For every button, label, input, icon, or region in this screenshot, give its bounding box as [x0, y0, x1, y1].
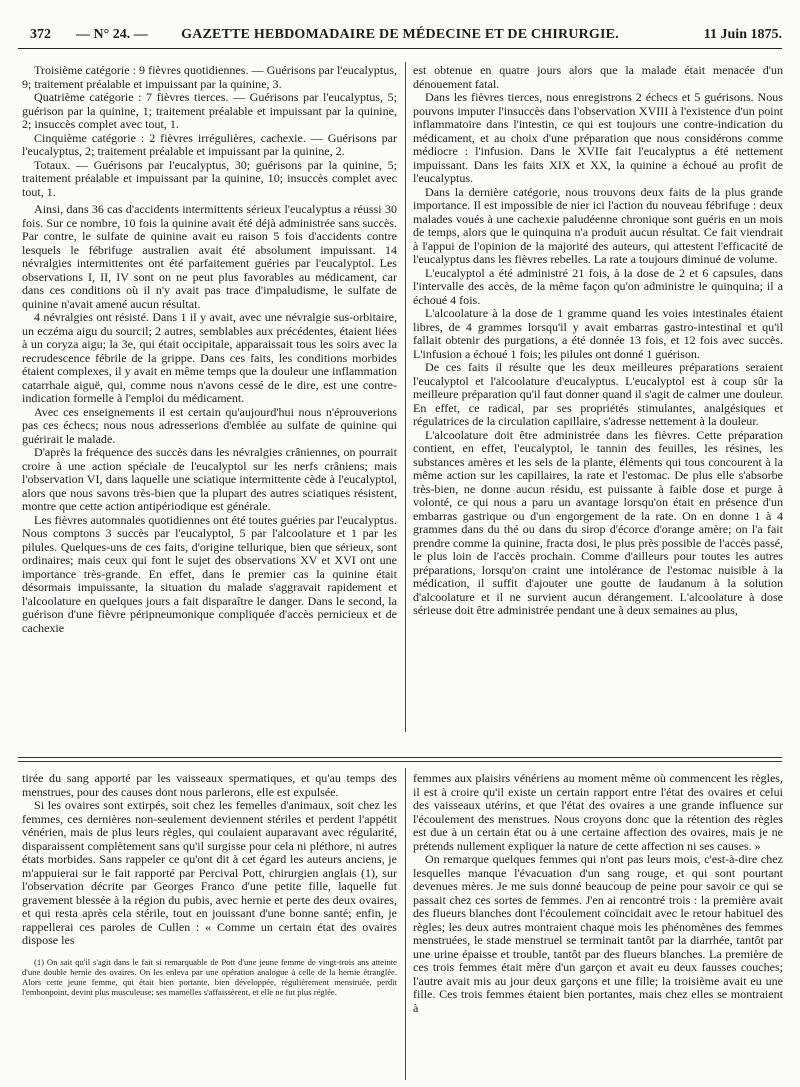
column-right-bottom: [413, 772, 783, 1077]
paragraph: L'eucalyptol a été administré 21 fois, à la dose de 2 et 6 capsules, dans l'intervalle des accès, de la même façon qu'on administre le quinquina; il a échoué 4 fois.: [413, 265, 783, 307]
paragraph: Troisième catégorie : 9 fièvres quotidiennes. — Guérisons par l'eucalyptus, 9; traitement préalable et impuissant par la quinine, 3.: [22, 64, 397, 91]
section-rule: [18, 761, 782, 762]
issue-number: — N° 24. —: [76, 27, 148, 42]
paragraph: Dans la dernière catégorie, nous trouvons deux faits de la plus grande importance. Il est impossible de nier ici l'action du nouveau fébrifuge : deux malades voués à une cachexie paludéenne chronique sont guéris en un mois de temps, alors que le quinquina n'a produit aucun résultat. Ce fait viendrait à l'appui de l'opinion de la majorité des auteurs, qui attestent l'efficacité de l'eucalyptus dans les fièvres rebelles. La rate a toujours diminué de volume.: [413, 184, 783, 266]
column-divider: [405, 62, 406, 732]
paragraph: tirée du sang apporté par les vaisseaux spermatiques, et qu'au temps des menstrues, pour des causes dont nous parlerons, elle est expulsée.: [22, 772, 397, 799]
paragraph: 4 névralgies ont résisté. Dans 1 il y avait, avec une névralgie sus-orbitaire, un eczéma aigu du sourcil; 2 autres, semblables aux précédentes, étaient liées à un coryza aigu; la 3e, qui était occipitale, apparaissait tous les soirs avec la recrudescence fébrile de la grippe. Dans ces faits, les conditions morbides étaient complexes, il y avait en même temps que la douleur une inflammation catarrhale aiguë, qui, comme nous n'avons cessé de le dire, est une contre-indication formelle à l'emploi du médicament.: [22, 310, 397, 405]
paragraph: De ces faits il résulte que les deux meilleures préparations seraient l'eucalyptol et l'alcoolature d'eucalyptus. L'eucalyptol est à coup sûr la meilleure préparation qu'il faut donner quand il s'agit de calmer une douleur. En effet, ce radical, par ses propriétés stimulantes, analgésiques et régulatrices de la circulation capillaire, s'adresse nettement à la douleur.: [413, 360, 783, 428]
journal-title: GAZETTE HEBDOMADAIRE DE MÉDECINE ET DE CHIRURGIE.: [181, 27, 619, 42]
column-right-top: [413, 64, 783, 724]
paragraph: L'alcoolature à la dose de 1 gramme quand les voies intestinales étaient libres, de 4 grammes lorsqu'il y avait embarras gastro-intestinal et qu'il fallait obtenir des purgations, a été donnée 13 fois, et 12 fois avec succès. L'infusion a échoué 1 fois; les pilules ont donné 1 guérison.: [413, 306, 783, 361]
column-left-top: [22, 64, 397, 724]
section-rule: [18, 757, 782, 758]
paragraph: Cinquième catégorie : 2 fièvres irrégulières, cachexie. — Guérisons par l'eucalyptus, 2; traitement préalable et impuissant par la quinine, 2.: [22, 130, 397, 158]
paragraph: Les fièvres automnales quotidiennes ont été toutes guéries par l'eucalyptus. Nous comptons 3 succès par l'eucalyptol, 5 par l'alcoolature et 1 par les pilules. Quelques-uns de ces faits, d'origine tellurique, bien que sérieux, sont ordinaires; mais ceux qui font le sujet des observations XV et XVI ont une importance très-grande. En effet, dans le premier cas la quinine était désormais impuissante, la situation du malade s'aggravait rapidement et l'alcoolature en quelques jours a fait disparaître le danger. Dans le second, la guérison d'une fièvre péripneumonique compliquée d'accès pernicieux et de cachexie: [22, 512, 397, 635]
page-header: [18, 24, 782, 49]
paragraph: D'après la fréquence des succès dans les névralgies crâniennes, on pourrait croire à une action spéciale de l'eucalyptol sur les nerfs crâniens; mais l'observation VI, dans laquelle une sciatique intermittente cède à l'eucalyptol, alors que nous savons très-bien que la plupart des autres sciatiques résistent, montre que cette action antipériodique est générale.: [22, 445, 397, 513]
footnote: (1) On sait qu'il s'agit dans le fait si remarquable de Pott d'une jeune femme de vingt-trois ans atteinte d'une double hernie des ovaires. On les enleva par une opération analogue à celle de la hernie étranglée. Alors cette jeune femme, qui était bien portante, bien développée, régulièrement menstruée, perdit l'embonpoint, devint plus musculeuse; ses mamelles s'affaissèrent, et elle ne fut plus réglée.: [22, 956, 397, 998]
paragraph: femmes aux plaisirs vénériens au moment même où commencent les règles, il est à croire qu'il existe un certain rapport entre l'état des ovaires et celui des vaisseaux utérins, et que l'état des ovaires a une grande influence sur l'écoulement des menstrues. Nous croyons donc que la rétention des règles est due à un certain état ou à une certaine affection des ovaires, mais je ne prétends nullement expliquer la nature de cette affection ni ses causes. »: [413, 772, 783, 853]
paragraph: On remarque quelques femmes qui n'ont pas leurs mois, c'est-à-dire chez lesquelles manque l'évacuation d'un sang rouge, et qui sont pourtant devenues mères. Je me suis donné beaucoup de peine pour savoir ce qui se passait chez ces sortes de femmes. J'en ai rencontré trois : la première avait des flueurs blanches dont l'écoulement coïncidait avec le retour habituel des règles; les deux autres montraient chaque mois les phénomènes des femmes menstruées, le stade menstruel se terminait tantôt par la diarrhée, tantôt par une urine épaisse et trouble, tantôt par des flueurs blanches. La première de ces trois femmes était mère d'un garçon et avait eu deux fausses couches; l'autre avait mis au jour deux garçons et une fille; la troisième avait eu une fille. Ces trois femmes étaient bien portantes, mais chez elles se montraient à: [413, 852, 783, 1015]
column-divider: [405, 768, 406, 1080]
column-left-bottom: [22, 772, 397, 1077]
paragraph: Quatrième catégorie : 7 fièvres tierces. — Guérisons par l'eucalyptus, 5; guérison par la quinine, 1; traitement préalable et impuissant par la quinine, 2; insuccès complet avec tout, 1.: [22, 90, 397, 131]
paragraph: Avec ces enseignements il est certain qu'aujourd'hui nous n'éprouverions pas ces échecs; nous nous adresserions d'emblée au sulfate de quinine qui guérirait le malade.: [22, 404, 397, 446]
page-number: 372: [30, 27, 51, 42]
paragraph: Ainsi, dans 36 cas d'accidents intermittents sérieux l'eucalyptus a réussi 30 fois. Sur ce nombre, 10 fois la quinine avait été déjà administrée sans succès. Par contre, le sulfate de quinine avait eu raison 5 fois d'accidents contre lesquels le fébrifuge australien avait été absolument impuissant. 14 névralgies intermittentes ont été parfaitement guéries par l'eucalyptol. Les observations I, II, IV sont on ne peut plus favorables au médicament, car dans ces conditions où il n'y avait pas trace d'impaludisme, le sulfate de quinine n'avait amené aucun résultat.: [22, 202, 397, 311]
paragraph: Dans les fièvres tierces, nous enregistrons 2 échecs et 5 guérisons. Nous pouvons imputer l'insuccès dans l'observation XVIII à l'existence d'un point inflammatoire dans l'intestin, ce qui est toujours une contre-indication du médicament, et au choix d'une préparation que nous considérons comme médiocre : l'infusion. Dans le XVIIe fait l'eucalyptus a été nettement impuissant. Dans les faits XIX et XX, la quinine a échoué au profit de l'eucalyptus.: [413, 90, 783, 185]
issue-date: 11 Juin 1875.: [703, 27, 782, 42]
paragraph: Si les ovaires sont extirpés, soit chez les femelles d'animaux, soit chez les femmes, ces dernières non-seulement deviennent stériles et perdent l'appétit vénérien, mais de plus leurs règles, qui coulaient auparavant avec régularité, disparaissent complètement sans qu'il surgisse pour cela ni pléthore, ni autres états morbides. Sans rappeler ce qu'ont dit à cet égard les auteurs anciens, je m'appuierai sur le fait rapporté par Percival Pott, chirurgien anglais (1), sur l'observation décrite par Georges Franco d'une petite fille, laquelle fut gravement blessée à la région du pubis, avec hernie et perte des deux ovaires, et qui resta après cela stérile, tout en jouissant d'une bonne santé; enfin, je rappellerai ces paroles de Cullen : « Comme un certain état des ovaires dispose les: [22, 798, 397, 947]
paragraph: Totaux. — Guérisons par l'eucalyptus, 30; guérisons par la quinine, 5; traitement préalable et impuissant par la quinine, 10; insuccès complet avec tout, 1.: [22, 157, 397, 199]
paragraph: L'alcoolature doit être administrée dans les fièvres. Cette préparation contient, en effet, l'eucalyptol, le tannin des feuilles, les résines, les substances amères et les sels de la plante, éléments qui tous concourent à la même action sur les capillaires, la rate et l'estomac. De plus elle s'absorbe très-bien, ne donne aucun résidu, est puissante à faible dose et purge à volonté, ce qui nous a paru un avantage lorsqu'on était en présence d'un embarras gastrique ou d'un engorgement de la rate. On en donne 1 à 4 grammes dans du thé ou dans du sirop d'écorce d'orange amère; on l'a fait prendre comme la quinine, fracta dosi, le plus près possible de l'accès passé, le plus loin de l'accès prochain. Comme d'ailleurs pour toutes les autres préparations, lorsqu'on craint une intolérance de l'estomac nuisible à la médication, il suffit d'ajouter une goutte de laudanum à la solution d'alcoolature et il ne survient aucun dérangement. L'alcoolature à dose sérieuse doit être administrée pendant une à deux semaines au plus,: [413, 427, 783, 617]
paragraph: est obtenue en quatre jours alors que la malade était menacée d'un dénouement fatal.: [413, 64, 783, 91]
